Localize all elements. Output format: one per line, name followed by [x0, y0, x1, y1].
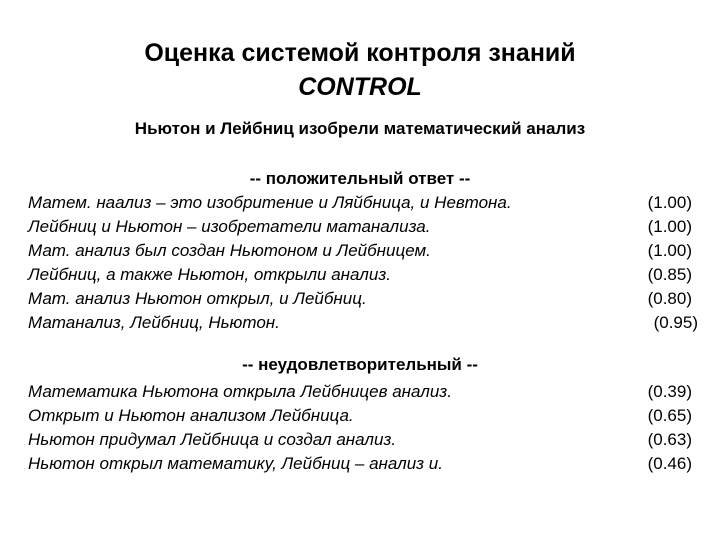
answer-text: Лейбниц, а также Ньютон, открыли анализ.: [28, 265, 391, 284]
answer-score: (0.85): [647, 265, 692, 284]
answer-row: [28, 404, 692, 428]
answer-row: [28, 428, 692, 452]
answer-row: [28, 263, 692, 287]
answer-score: (1.00): [647, 217, 692, 236]
answer-row: [28, 191, 692, 215]
title-line-1: Оценка системой контроля знаний: [144, 39, 576, 67]
answer-row: [28, 215, 692, 239]
answer-text: Мат. анализ был создан Ньютоном и Лейбницем.: [28, 241, 431, 260]
answer-text: Ньютон придумал Лейбница и создал анализ.: [28, 430, 397, 449]
answer-score: (0.39): [647, 382, 692, 401]
title-line-2: CONTROL: [298, 73, 422, 101]
answer-text: Матанализ, Лейбниц, Ньютон.: [28, 313, 280, 332]
answer-score: (0.46): [647, 454, 692, 473]
answer-score: (1.00): [647, 193, 692, 212]
answer-row: [28, 239, 692, 263]
answer-score: (0.95): [653, 313, 698, 332]
answer-score: (0.63): [647, 430, 692, 449]
answer-score: (0.65): [647, 406, 692, 425]
answer-text: Ньютон открыл математику, Лейбниц – анализ и.: [28, 454, 443, 473]
answer-row: [28, 287, 692, 311]
answer-row: [28, 380, 692, 404]
answer-row: [28, 452, 692, 476]
answer-text: Открыт и Ньютон анализом Лейбница.: [28, 406, 354, 425]
answer-text: Мат. анализ Ньютон открыл, и Лейбниц.: [28, 289, 367, 308]
answer-text: Лейбниц и Ньютон – изобретатели матанализа.: [28, 217, 431, 236]
statement: Ньютон и Лейбниц изобрели математический анализ: [134, 119, 586, 138]
negative-heading: -- неудовлетворительный --: [242, 355, 478, 374]
positive-heading: -- положительный ответ --: [249, 169, 471, 188]
answer-row: [28, 311, 698, 335]
answer-text: Математика Ньютона открыла Лейбницев анализ.: [28, 382, 452, 401]
answer-score: (0.80): [647, 289, 692, 308]
answer-score: (1.00): [647, 241, 692, 260]
answer-text: Матем. наализ – это изобритение и Ляйбница, и Невтона.: [28, 193, 512, 212]
slide-title: [0, 36, 720, 104]
